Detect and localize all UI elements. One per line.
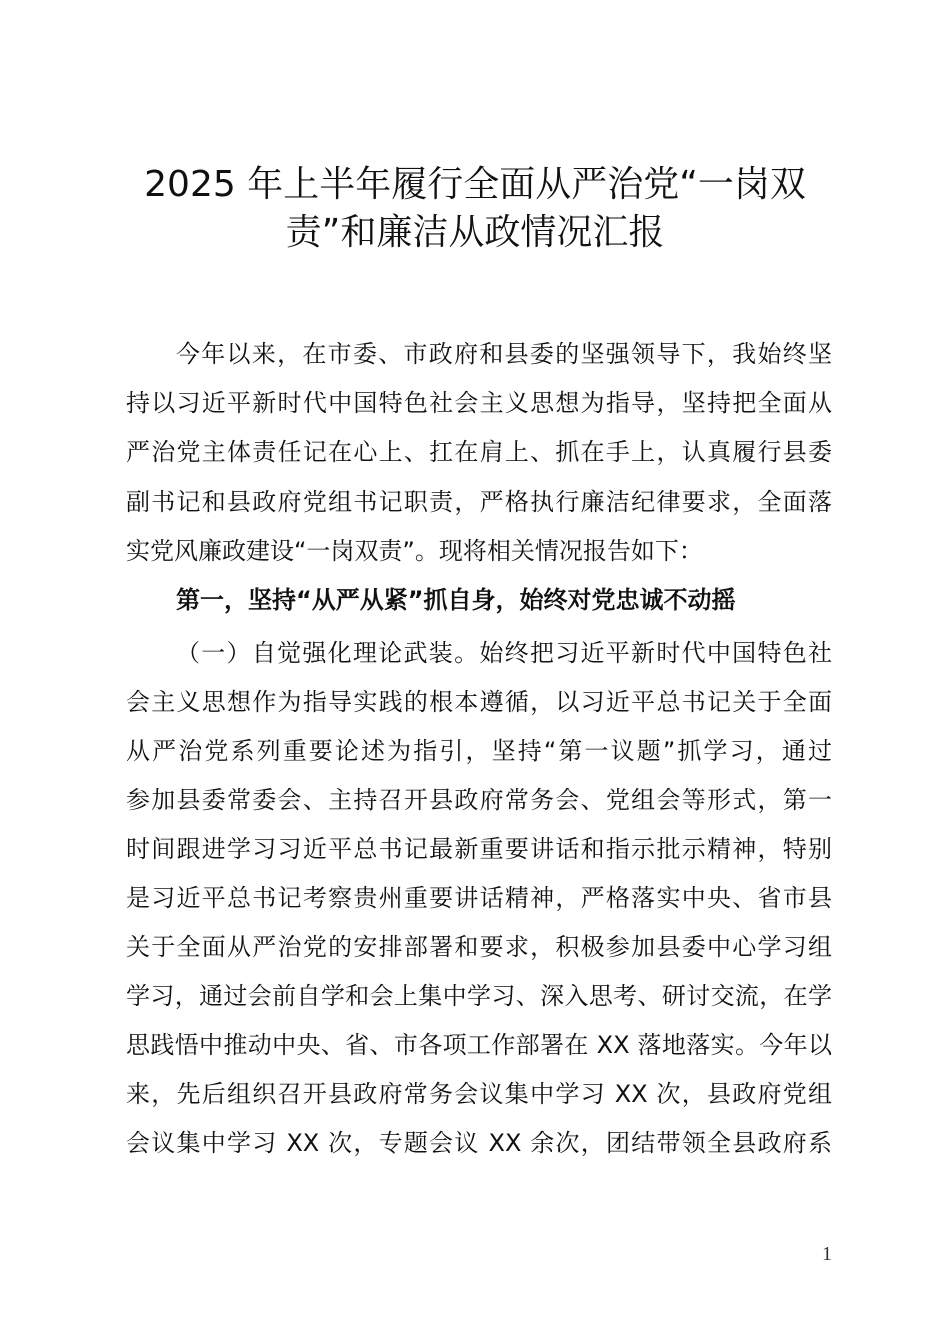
paragraph-1-line-4: 副书记和县政府党组书记职责，严格执行廉洁纪律要求，全面落 <box>126 488 832 516</box>
paragraph-2-line-5: 时间跟进学习习近平总书记最新重要讲话和指示批示精神，特别 <box>126 835 832 863</box>
paragraph-1-line-3: 严治党主体责任记在心上、扛在肩上、抓在手上，认真履行县委 <box>126 438 832 466</box>
paragraph-1-line-5: 实党风廉政建设“一岗双责”。现将相关情况报告如下： <box>126 537 703 565</box>
paragraph-2-line-10: 来，先后组织召开县政府常务会议集中学习 XX 次，县政府党组 <box>126 1080 832 1108</box>
paragraph-1-line-2: 持以习近平新时代中国特色社会主义思想为指导，坚持把全面从 <box>126 389 832 417</box>
paragraph-1-line-1: 今年以来，在市委、市政府和县委的坚强领导下，我始终坚 <box>176 340 832 368</box>
paragraph-2-line-9: 思践悟中推动中央、省、市各项工作部署在 XX 落地落实。今年以 <box>126 1031 832 1059</box>
paragraph-2-line-11: 会议集中学习 XX 次，专题会议 XX 余次，团结带领全县政府系 <box>126 1129 832 1157</box>
paragraph-2-line-4: 参加县委常委会、主持召开县政府常务会、党组会等形式，第一 <box>126 786 832 814</box>
document-title-line-1: 2025 年上半年履行全面从严治党“一岗双 <box>144 164 806 205</box>
paragraph-2-line-3: 从严治党系列重要论述为指引，坚持“第一议题”抓学习，通过 <box>126 737 832 765</box>
paragraph-2-line-1: （一）自觉强化理论武装。始终把习近平新时代中国特色社 <box>176 639 832 667</box>
page-number: 1 <box>822 1243 832 1265</box>
section-heading: 第一，坚持“从严从紧”抓自身，始终对党忠诚不动摇 <box>176 586 736 614</box>
paragraph-2-line-2: 会主义思想作为指导实践的根本遵循，以习近平总书记关于全面 <box>126 688 832 716</box>
paragraph-2-line-6: 是习近平总书记考察贵州重要讲话精神，严格落实中央、省市县 <box>126 884 832 912</box>
document-title-line-2: 责”和廉洁从政情况汇报 <box>285 212 665 253</box>
paragraph-2-line-8: 学习，通过会前自学和会上集中学习、深入思考、研讨交流，在学 <box>126 982 832 1010</box>
paragraph-2-line-7: 关于全面从严治党的安排部署和要求，积极参加县委中心学习组 <box>126 933 832 961</box>
